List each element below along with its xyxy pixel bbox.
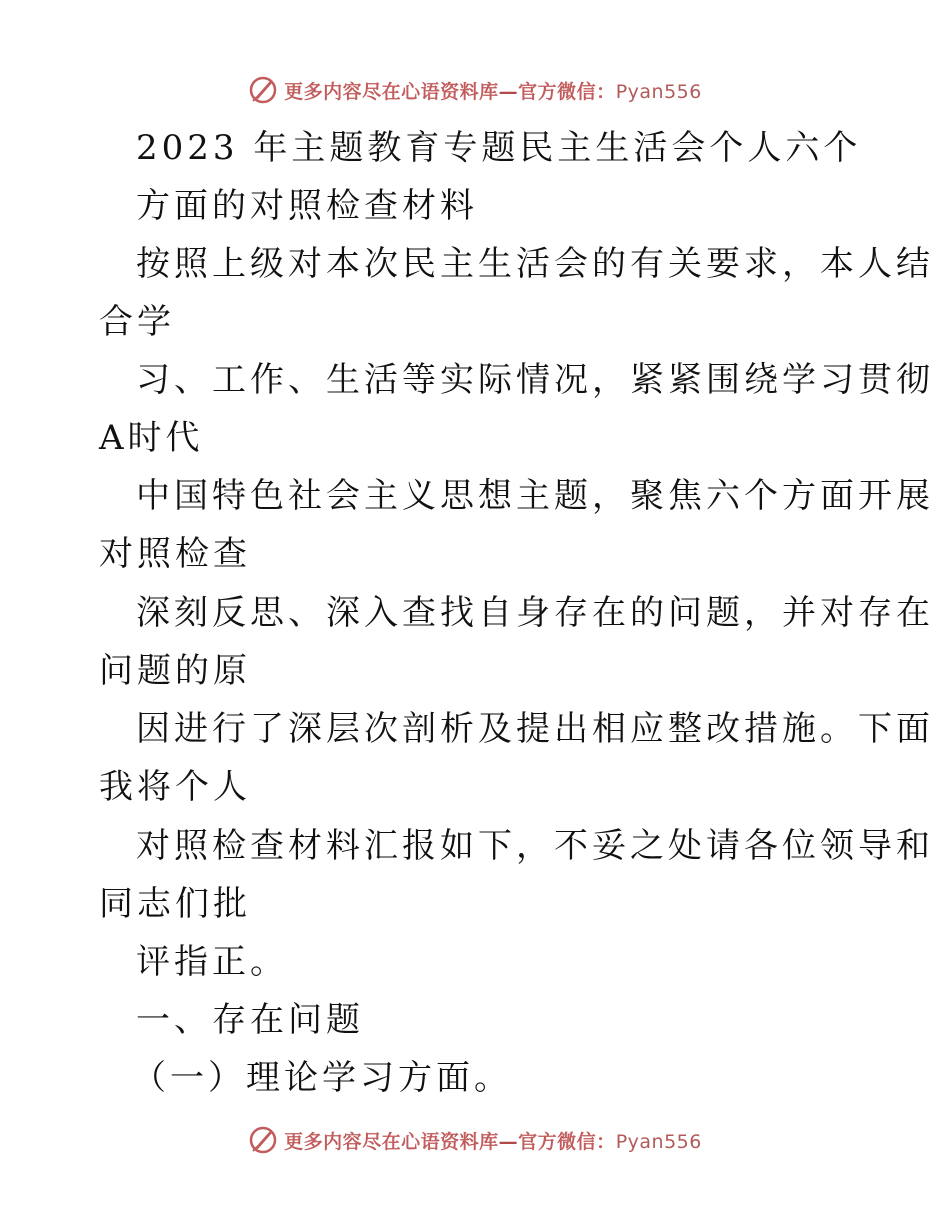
paragraph-line: 合学 (99, 302, 175, 342)
banner-wechat-label: 官方微信： (518, 1130, 616, 1153)
banner-dash: — (498, 80, 519, 103)
doc-title-line-1: 2023 年主题教育专题民主生活会个人六个 (136, 128, 862, 168)
footer-banner (0, 1120, 950, 1160)
paragraph-line: 因进行了深层次剖析及提出相应整改措施。下面 (136, 709, 934, 749)
subsection-heading: （一）理论学习方面。 (132, 1058, 512, 1098)
paragraph-line: 按照上级对本次民主生活会的有关要求，本人结 (136, 244, 934, 284)
quill-circle-logo-icon (248, 75, 278, 105)
banner-text (284, 77, 702, 104)
banner-slogan: 更多内容尽在心语资料库 (284, 80, 499, 103)
paragraph-line: 中国特色社会主义思想主题，聚焦六个方面开展 (136, 476, 934, 516)
banner-wechat-label: 官方微信： (518, 80, 616, 103)
banner-wechat-id: Pyan556 (615, 1130, 702, 1153)
section-heading: 一、存在问题 (136, 1000, 364, 1040)
paragraph-line: 深刻反思、深入查找自身存在的问题，并对存在 (136, 593, 934, 633)
paragraph-line: 对照检查 (99, 534, 251, 574)
paragraph-line: A时代 (99, 418, 204, 458)
quill-circle-logo-icon (248, 1125, 278, 1155)
banner-text (284, 1127, 702, 1154)
paragraph-line: 同志们批 (99, 884, 251, 924)
header-banner (0, 70, 950, 110)
doc-title-line-2: 方面的对照检查材料 (136, 186, 478, 226)
paragraph-line: 问题的原 (99, 651, 251, 691)
banner-slogan: 更多内容尽在心语资料库 (284, 1130, 499, 1153)
paragraph-line: 评指正。 (136, 942, 288, 982)
paragraph-line: 习、工作、生活等实际情况，紧紧围绕学习贯彻 (136, 360, 934, 400)
paragraph-line: 我将个人 (99, 767, 251, 807)
banner-wechat-id: Pyan556 (615, 80, 702, 103)
banner-dash: — (498, 1130, 519, 1153)
paragraph-line: 对照检查材料汇报如下，不妥之处请各位领导和 (136, 826, 934, 866)
